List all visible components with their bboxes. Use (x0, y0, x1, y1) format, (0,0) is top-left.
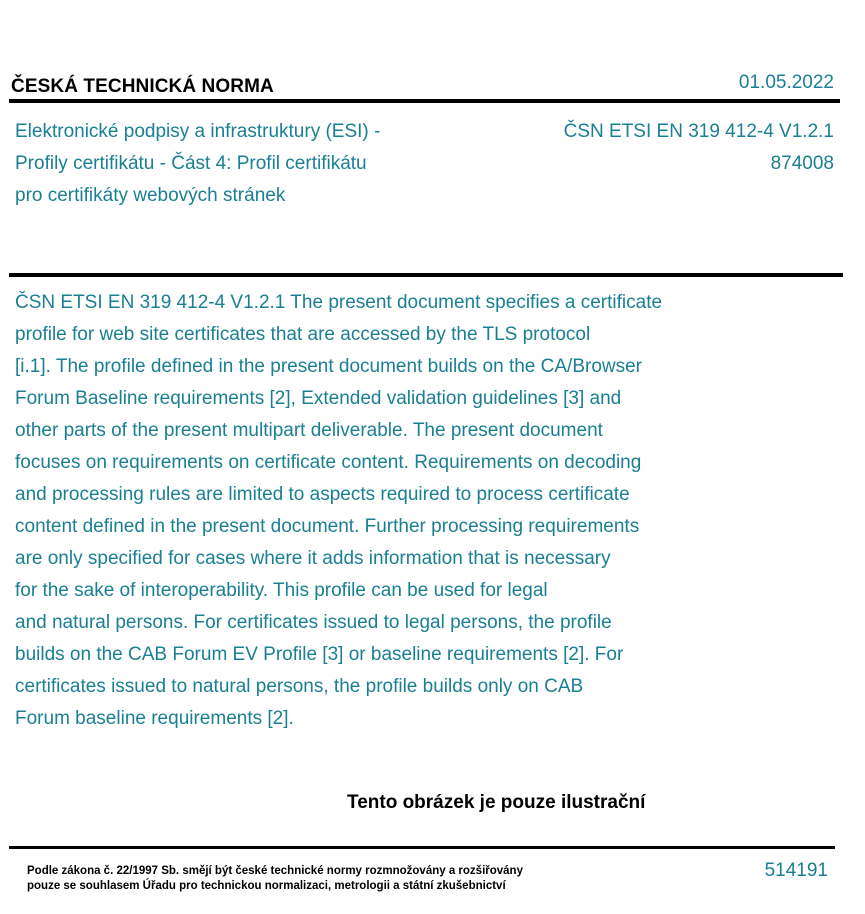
header-divider (9, 99, 840, 103)
legal-notice: Podle zákona č. 22/1997 Sb. smějí být české technické normy rozmnožovány a rozšiřovány pouze se souhlasem Úřadu pro technickou normalizaci, metrologii a státní zkušebnictví (27, 865, 523, 892)
title-line: Elektronické podpisy a infrastruktury (ESI) - (15, 121, 381, 142)
document-title (15, 116, 485, 212)
footer-number: 514191 (764, 860, 828, 881)
catalog-number: 874008 (770, 153, 834, 174)
title-line: Profily certifikátu - Část 4: Profil certifikátu (15, 153, 367, 174)
abstract-text: ČSN ETSI EN 319 412-4 V1.2.1 The present document specifies a certificate profile for web site certificates that are accessed by the TLS protocol [i.1]. The profile defined in the present document builds on the CA/Browser Forum Baseline requirements [2], Extended validation guidelines [3] and other parts of the present multipart deliverable. The present document focuses on requirements on certificate content. Requirements on decoding and processing rules are limited to aspects required to process certificate content defined in the present document. Further processing requirements are only specified for cases where it adds information that is necessary for the sake of interoperability. This profile can be used for legal and natural persons. For certificates issued to legal persons, the profile builds on the CAB Forum EV Profile [3] or baseline requirements [2]. For certificates issued to natural persons, the profile builds only on CAB Forum baseline requirements [2]. (15, 292, 663, 729)
standard-code: ČSN ETSI EN 319 412-4 V1.2.1 (563, 121, 834, 142)
footer-divider (9, 846, 835, 849)
publication-date: 01.05.2022 (738, 72, 834, 93)
norm-heading: ČESKÁ TECHNICKÁ NORMA (11, 76, 274, 97)
document-identifiers (564, 116, 834, 180)
illustrative-note: Tento obrázek je pouze ilustrační (347, 792, 646, 813)
title-divider (9, 273, 843, 277)
title-line: pro certifikáty webových stránek (15, 185, 286, 206)
